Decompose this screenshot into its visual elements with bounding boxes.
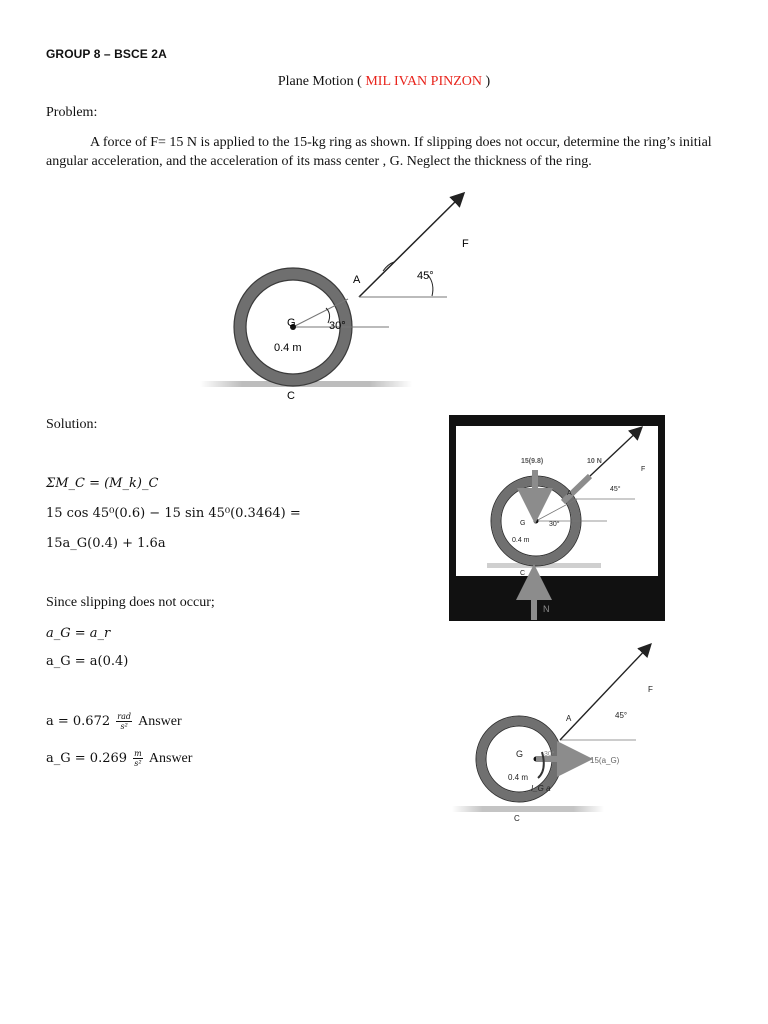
radius-label: 0.4 m [512, 537, 530, 544]
mass-center-acceleration-answer [46, 749, 192, 768]
title-prefix: Plane Motion ( [277, 74, 366, 89]
alpha-value: a = 0.672 [46, 714, 111, 729]
ag-unit: $\frac{m}{\text{s²}}$ [134, 749, 142, 768]
center-point [534, 519, 539, 524]
inertial-moment-arrow [538, 752, 544, 778]
force-value-label: 10 N [587, 458, 602, 465]
force-arrow [560, 645, 650, 740]
force-label: F [641, 466, 646, 473]
answer-label: Answer [148, 751, 193, 766]
kinematic-equation-2: a_G = a(0.4) [46, 654, 129, 669]
moment-equation [46, 476, 158, 491]
equation-line-1: 15 cos 45⁰(0.6) − 15 sin 45⁰(0.3464) = [46, 506, 301, 521]
ring-diagram [195, 183, 495, 405]
angle-a-label: 30° [329, 320, 346, 332]
title-suffix: ) [482, 74, 491, 89]
inertial-moment-label: I_G a [531, 784, 551, 793]
angular-acceleration-answer [46, 712, 182, 731]
force-arrow [359, 194, 463, 297]
problem-text: A force of F= 15 N is applied to the 15-kg ring as shown. If slipping does not occur, determine the ring’s initial angular acceleration, and the acceleration of its mass center , G. Neglect the thickness of the ring. [46, 135, 712, 169]
equation-line-2: 15a_G(0.4) + 1.6a [46, 536, 166, 551]
ag-value: a_G = 0.269 [46, 751, 128, 766]
normal-force-label: N [543, 604, 550, 614]
problem-statement [46, 133, 736, 171]
answer-label: Answer [138, 714, 182, 729]
contact-label: C [287, 390, 295, 402]
force-label: F [462, 238, 469, 250]
free-body-diagram [449, 415, 665, 621]
point-a-label: A [353, 274, 361, 286]
ground [452, 806, 604, 812]
solution-label: Solution: [46, 417, 98, 432]
center-label: G [516, 749, 524, 759]
contact-label: C [520, 570, 526, 577]
force-angle-label: 45° [417, 270, 434, 282]
page-title [0, 74, 768, 90]
radius-label: 0.4 m [274, 342, 302, 354]
contact-label: C [514, 814, 520, 823]
moment-equation-text: ΣM_C = (M_k)_C [46, 476, 159, 491]
author-name: MIL IVAN PINZON [365, 74, 482, 89]
kinetic-diagram [450, 640, 666, 830]
center-label: G [287, 317, 296, 329]
angle-a-label: 30° [544, 751, 555, 758]
problem-label: Problem: [46, 105, 98, 120]
radius-label: 0.4 m [508, 773, 529, 782]
force-angle-label: 45° [615, 711, 628, 720]
document-header: GROUP 8 – BSCE 2A [46, 47, 167, 61]
angle-a-label: 30° [549, 521, 560, 528]
force-label: F [648, 685, 653, 694]
force-angle-label: 45° [610, 486, 621, 493]
center-label: G [520, 520, 526, 527]
alpha-unit: $\frac{\text{rad}}{\text{s²}}$ [117, 712, 131, 731]
no-slip-statement: Since slipping does not occur; [46, 595, 215, 610]
weight-label: 15(9.8) [521, 458, 544, 465]
point-a-label: A [567, 490, 572, 497]
inertial-force-label: 15(a_G) [590, 756, 620, 765]
point-a-label: A [566, 714, 572, 723]
kinematic-equation-1: a_G = a_r [46, 626, 111, 641]
